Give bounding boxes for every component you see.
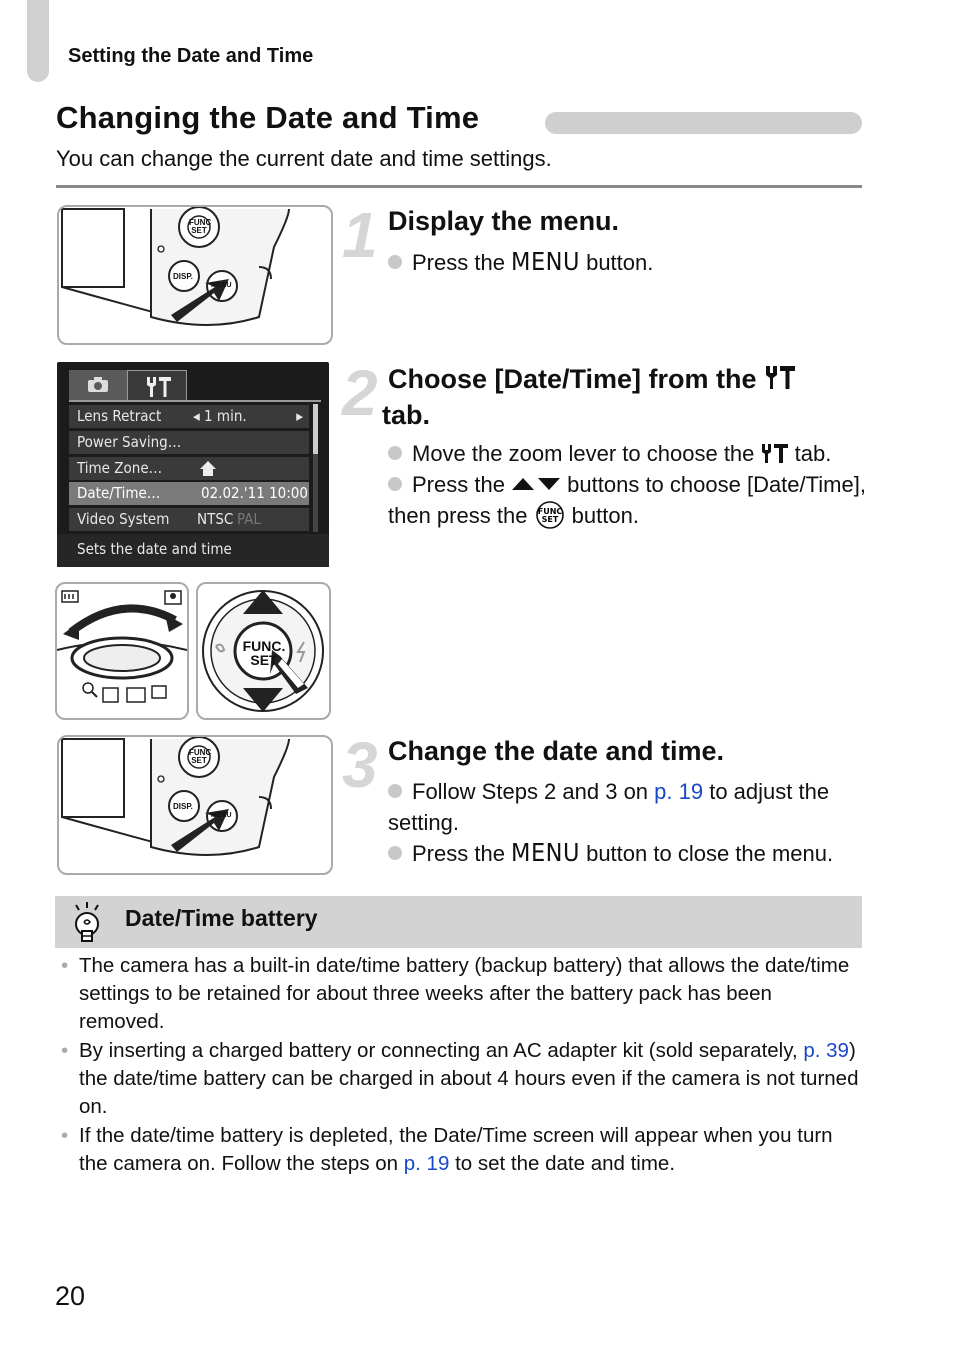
svg-text:SET: SET [541, 515, 558, 524]
page-title: Changing the Date and Time [56, 100, 480, 135]
step-3-heading: Change the date and time. [388, 736, 725, 766]
page-number: 20 [55, 1281, 86, 1311]
page-link-19[interactable]: p. 19 [403, 1152, 450, 1175]
step-3-bullet-2: Press the MENU button to close the menu. [388, 837, 868, 869]
step-2-heading: Choose [Date/Time] from the tab. [388, 361, 858, 433]
camera-menu-screen [57, 362, 329, 567]
intro-text: You can change the current date and time settings. [56, 146, 552, 171]
screen-scrollbar-thumb[interactable] [313, 404, 318, 454]
func-set-button-label: FUNC SET [189, 218, 212, 235]
step-1-bullet: Press the MENU button. [388, 246, 868, 278]
step-2-bullet-1: Move the zoom lever to choose the tab. [388, 438, 868, 469]
disp-button-label: DISP. [173, 272, 193, 281]
tip-item-1: • The camera has a built-in date/time battery (backup battery) that allows the date/time settings to be retained for about three weeks after the battery pack has been removed. [61, 954, 850, 1033]
screen-row-time-zone[interactable]: Time Zone… [69, 457, 309, 480]
lightbulb-hint-icon [70, 900, 104, 946]
bullet-dot [388, 477, 402, 491]
dial-func-set-label: FUNC. SET [242, 638, 286, 668]
settings-tab-selected[interactable] [127, 370, 187, 400]
tip-item-2: • By inserting a charged battery or connecting an AC adapter kit (sold separately, p. 39) the date/time battery can be charged in about 4 hours even if the camera is not turned on. [61, 1039, 859, 1118]
screen-row-video-system[interactable]: Video System NTSC PAL [69, 508, 309, 531]
page-link-39[interactable]: p. 39 [803, 1039, 849, 1062]
disp-button-label: DISP. [173, 802, 193, 811]
camera-back-illustration-3 [57, 735, 333, 875]
menu-button-label: MENU [211, 282, 232, 289]
func-set-button-icon [534, 501, 566, 529]
tip-title: Date/Time battery [125, 905, 318, 931]
step-2-bullet-2: Press the buttons to choose [Date/Time], then press the FUNC SET button. [388, 472, 866, 528]
func-set-button-label: FUNC SET [189, 748, 212, 765]
settings-tab-icon [764, 363, 796, 391]
menu-button-icon: MENU [511, 838, 580, 867]
bullet-dot [388, 784, 402, 798]
tip-list [57, 952, 862, 1179]
tip-item-3: • If the date/time battery is depleted, the Date/Time screen will appear when you turn the camera on. Follow the steps on p. 19 to set the date and time. [61, 1124, 833, 1175]
screen-row-date-time[interactable]: Date/Time… 02.02.'11 10:00 [69, 482, 309, 505]
home-icon [199, 460, 217, 477]
menu-button-label: MENU [211, 812, 232, 819]
screen-row-power-saving[interactable]: Power Saving… [69, 431, 309, 454]
wrench-hammer-icon [128, 371, 188, 401]
svg-text:FUNC: FUNC [537, 507, 562, 516]
step-3-bullet-1: Follow Steps 2 and 3 on p. 19 to adjust the setting. [388, 779, 830, 835]
page-link-19[interactable]: p. 19 [654, 779, 704, 804]
control-dial-illustration [196, 582, 331, 720]
zoom-lever-drawing [57, 584, 187, 718]
step-number-1: 1 [342, 199, 378, 271]
bullet-dot [388, 846, 402, 860]
screen-help-text: Sets the date and time [77, 540, 232, 558]
step-1-heading: Display the menu. [388, 206, 620, 236]
divider-rule [56, 185, 862, 188]
bullet-dot [388, 255, 402, 269]
camera-back-illustration-1 [57, 205, 333, 345]
page-side-tab [27, 0, 49, 82]
bullet-dot [388, 446, 402, 460]
title-decoration-bar [545, 112, 862, 134]
camera-tab-icon [87, 376, 109, 392]
zoom-lever-illustration [55, 582, 189, 720]
up-down-arrows-icon [511, 475, 561, 493]
section-label: Setting the Date and Time [68, 45, 314, 67]
step-number-3: 3 [342, 729, 378, 801]
settings-tab-icon [761, 442, 789, 464]
menu-button-icon: MENU [511, 247, 580, 276]
step-number-2: 2 [342, 357, 378, 429]
screen-row-lens-retract[interactable]: Lens Retract ◂ 1 min. ▸ [69, 405, 309, 428]
